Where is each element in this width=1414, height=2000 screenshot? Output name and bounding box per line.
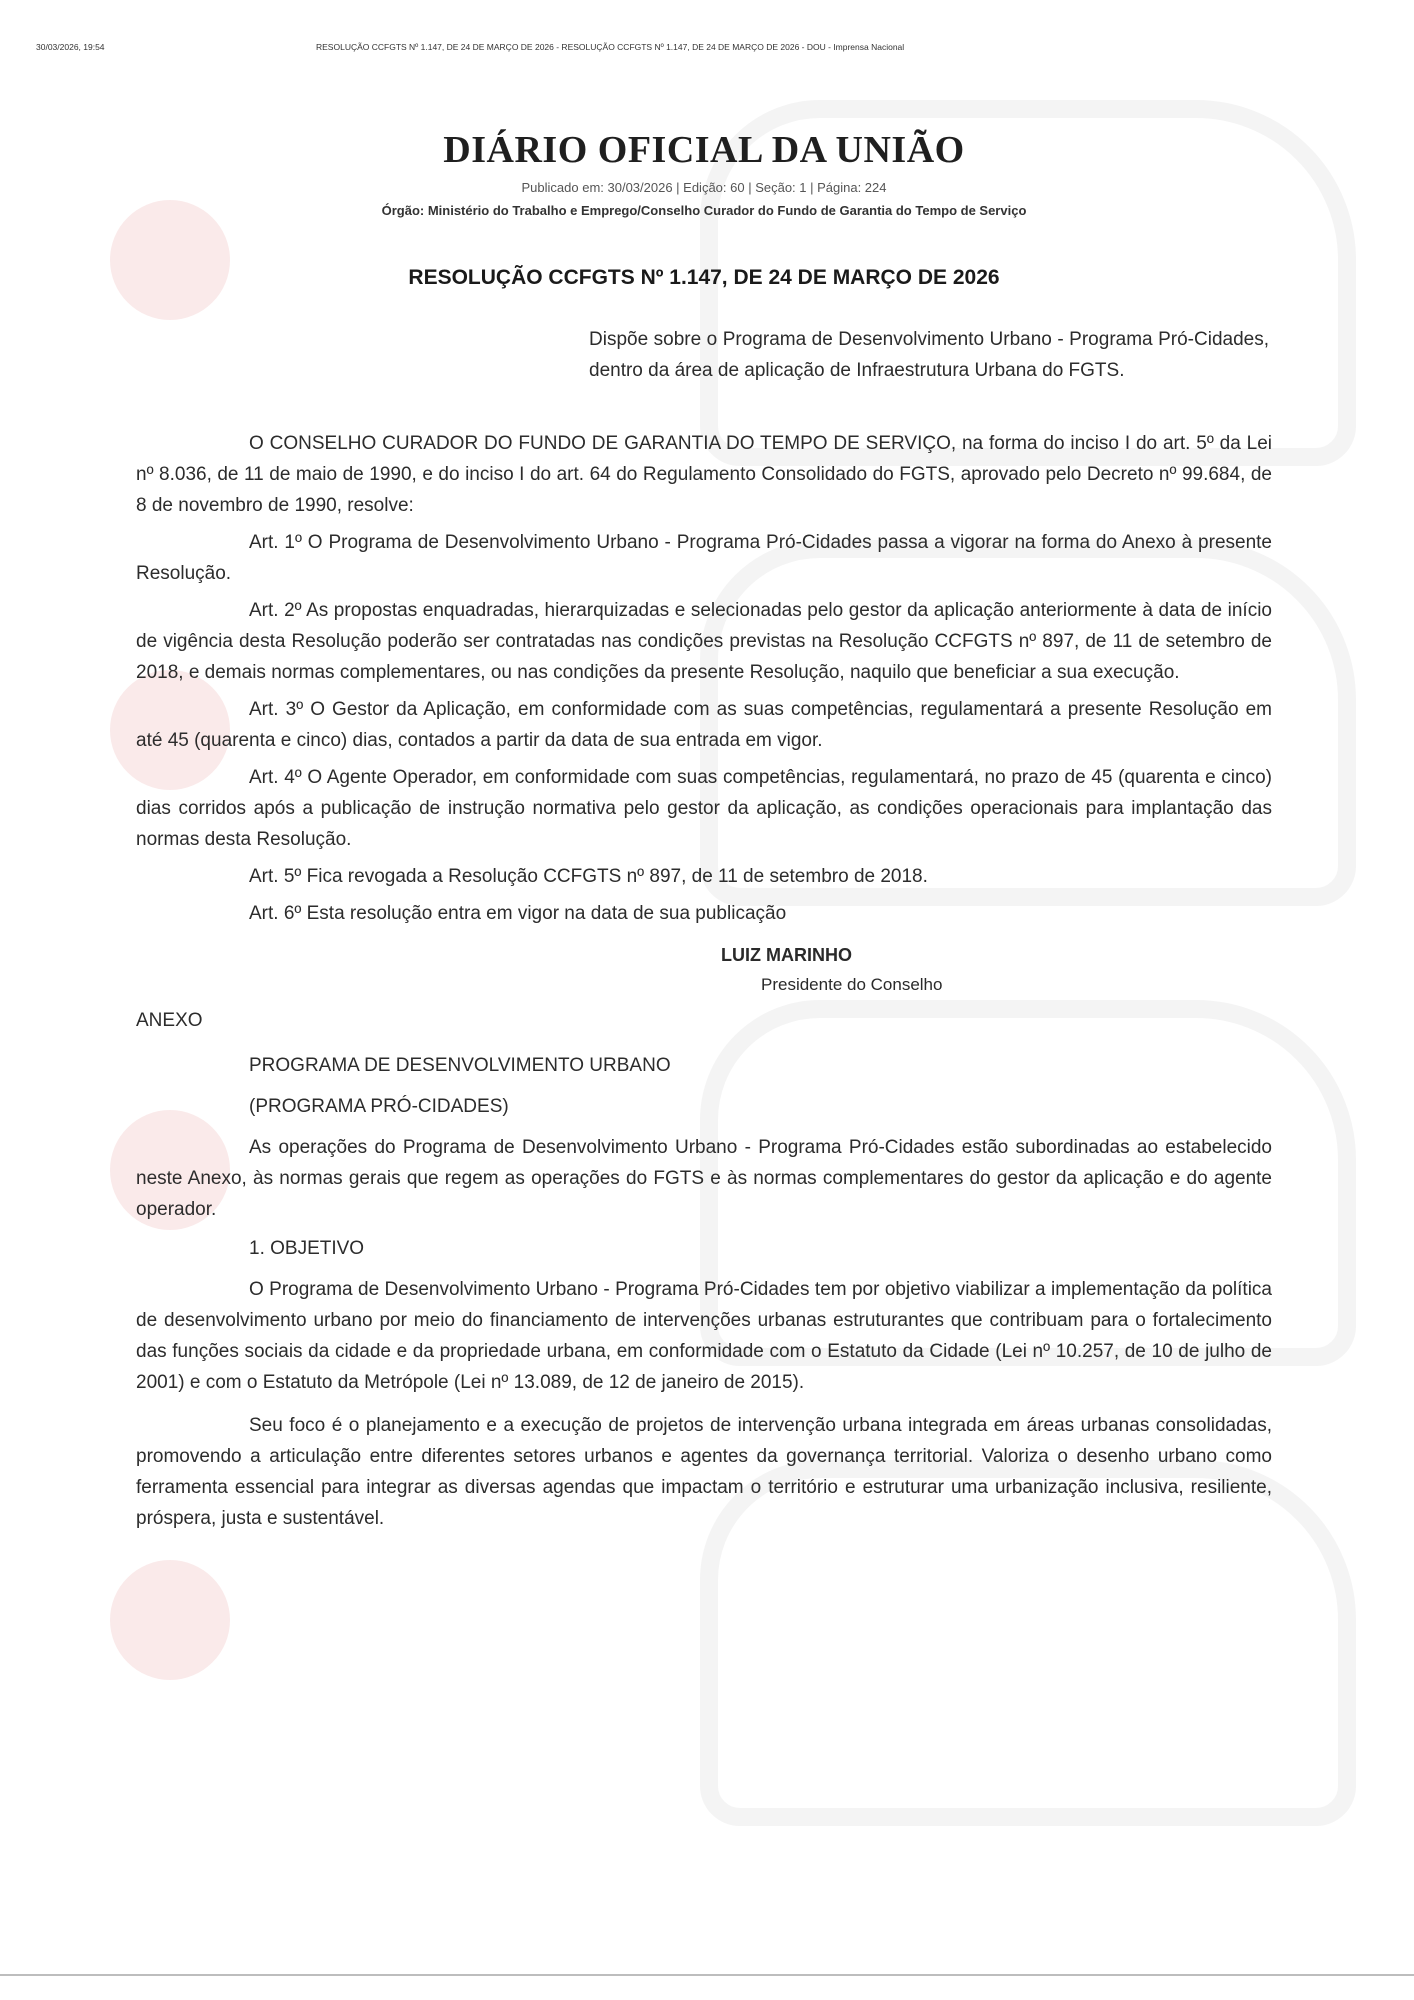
publication-info: Publicado em: 30/03/2026 | Edição: 60 | Seção: 1 | Página: 224 bbox=[521, 180, 887, 195]
section-objetivo-paragraph-1: O Programa de Desenvolvimento Urbano - Programa Pró-Cidades tem por objetivo viabilizar a implementação da política de desenvolvimento urbano por meio do financiamento de intervenções urbanas estruturantes que contribuam para o fortalecimento das funções sociais da cidade e da propriedade urbana, em conformidade com o Estatuto da Cidade (Lei nº 10.257, de 10 de julho de 2001) e com o Estatuto da Metrópole (Lei nº 13.089, de 12 de janeiro de 2015). bbox=[136, 1279, 1272, 1393]
resolution-body bbox=[136, 428, 1272, 929]
watermark-logo bbox=[110, 1530, 670, 1830]
page-bottom-rule bbox=[0, 1974, 1414, 1976]
section-objetivo-title: 1. OBJETIVO bbox=[249, 1238, 365, 1259]
annex-program-title: PROGRAMA DE DESENVOLVIMENTO URBANO bbox=[249, 1055, 671, 1076]
orgao-line: Órgão: Ministério do Trabalho e Emprego/Conselho Curador do Fundo de Garantia do Tempo de Serviço bbox=[381, 203, 1027, 218]
preamble: O CONSELHO CURADOR DO FUNDO DE GARANTIA DO TEMPO DE SERVIÇO, na forma do inciso I do art. 5º da Lei nº 8.036, de 11 de maio de 1990, e do inciso I do art. 64 do Regulamento Consolidado do FGTS, aprovado pelo Decreto nº 99.684, de 8 de novembro de 1990, resolve: bbox=[136, 433, 1272, 516]
article-2: Art. 2º As propostas enquadradas, hierarquizadas e selecionadas pelo gestor da aplicação anteriormente à data de início de vigência desta Resolução poderão ser contratadas nas condições previstas na Resolução CCFGTS nº 897, de 11 de setembro de 2018, e demais normas complementares, ou nas condições da presente Resolução, naquilo que beneficiar a sua execução. bbox=[136, 600, 1272, 683]
annex-program-short: (PROGRAMA PRÓ-CIDADES) bbox=[249, 1096, 509, 1117]
signature-block bbox=[136, 945, 1272, 1017]
resolution-title: RESOLUÇÃO CCFGTS Nº 1.147, DE 24 DE MARÇO DE 2026 bbox=[408, 266, 1000, 289]
print-header bbox=[36, 42, 1378, 58]
document-page bbox=[136, 128, 1272, 1540]
print-datetime: 30/03/2026, 19:54 bbox=[36, 42, 105, 52]
annex-intro: As operações do Programa de Desenvolvimento Urbano - Programa Pró-Cidades estão subordinadas ao estabelecido neste Anexo, às normas gerais que regem as operações do FGTS e às normas complementares do gestor da aplicação e do agente operador. bbox=[136, 1137, 1272, 1220]
annex-label: ANEXO bbox=[136, 1010, 203, 1031]
article-3: Art. 3º O Gestor da Aplicação, em conformidade com as suas competências, regulamentará a presente Resolução em até 45 (quarenta e cinco) dias, contados a partir da data de sua entrada em vigor. bbox=[136, 699, 1272, 751]
section-objetivo-paragraph-2: Seu foco é o planejamento e a execução de projetos de intervenção urbana integrada em áreas urbanas consolidadas, promovendo a articulação entre diferentes setores urbanos e agentes da governança territorial. Valoriza o desenho urbano como ferramenta essencial para integrar as diversas agendas que impactam o território e estruturar uma urbanização inclusiva, resiliente, próspera, justa e sustentável. bbox=[136, 1415, 1272, 1529]
article-4: Art. 4º O Agente Operador, em conformidade com suas competências, regulamentará, no prazo de 45 (quarenta e cinco) dias corridos após a publicação de instrução normativa pelo gestor da aplicação, as condições operacionais para implantação das normas desta Resolução. bbox=[136, 767, 1272, 850]
signatory-role: Presidente do Conselho bbox=[761, 975, 943, 994]
article-1: Art. 1º O Programa de Desenvolvimento Urbano - Programa Pró-Cidades passa a vigorar na forma do Anexo à presente Resolução. bbox=[136, 532, 1272, 584]
masthead: DIÁRIO OFICIAL DA UNIÃO bbox=[443, 129, 965, 171]
article-6: Art. 6º Esta resolução entra em vigor na data de sua publicação bbox=[249, 903, 787, 924]
article-5: Art. 5º Fica revogada a Resolução CCFGTS nº 897, de 11 de setembro de 2018. bbox=[249, 866, 928, 887]
print-page-title: RESOLUÇÃO CCFGTS Nº 1.147, DE 24 DE MARÇO DE 2026 - RESOLUÇÃO CCFGTS Nº 1.147, DE 24 DE MARÇO DE 2026 - DOU - Imprensa Nacional bbox=[316, 42, 905, 52]
ementa: Dispõe sobre o Programa de Desenvolvimento Urbano - Programa Pró-Cidades, dentro da área de aplicação de Infraestrutura Urbana do FGTS. bbox=[589, 329, 1269, 381]
dt-logo-icon bbox=[110, 1560, 230, 1680]
signatory-name: LUIZ MARINHO bbox=[721, 945, 852, 965]
annex bbox=[136, 1005, 1272, 1534]
